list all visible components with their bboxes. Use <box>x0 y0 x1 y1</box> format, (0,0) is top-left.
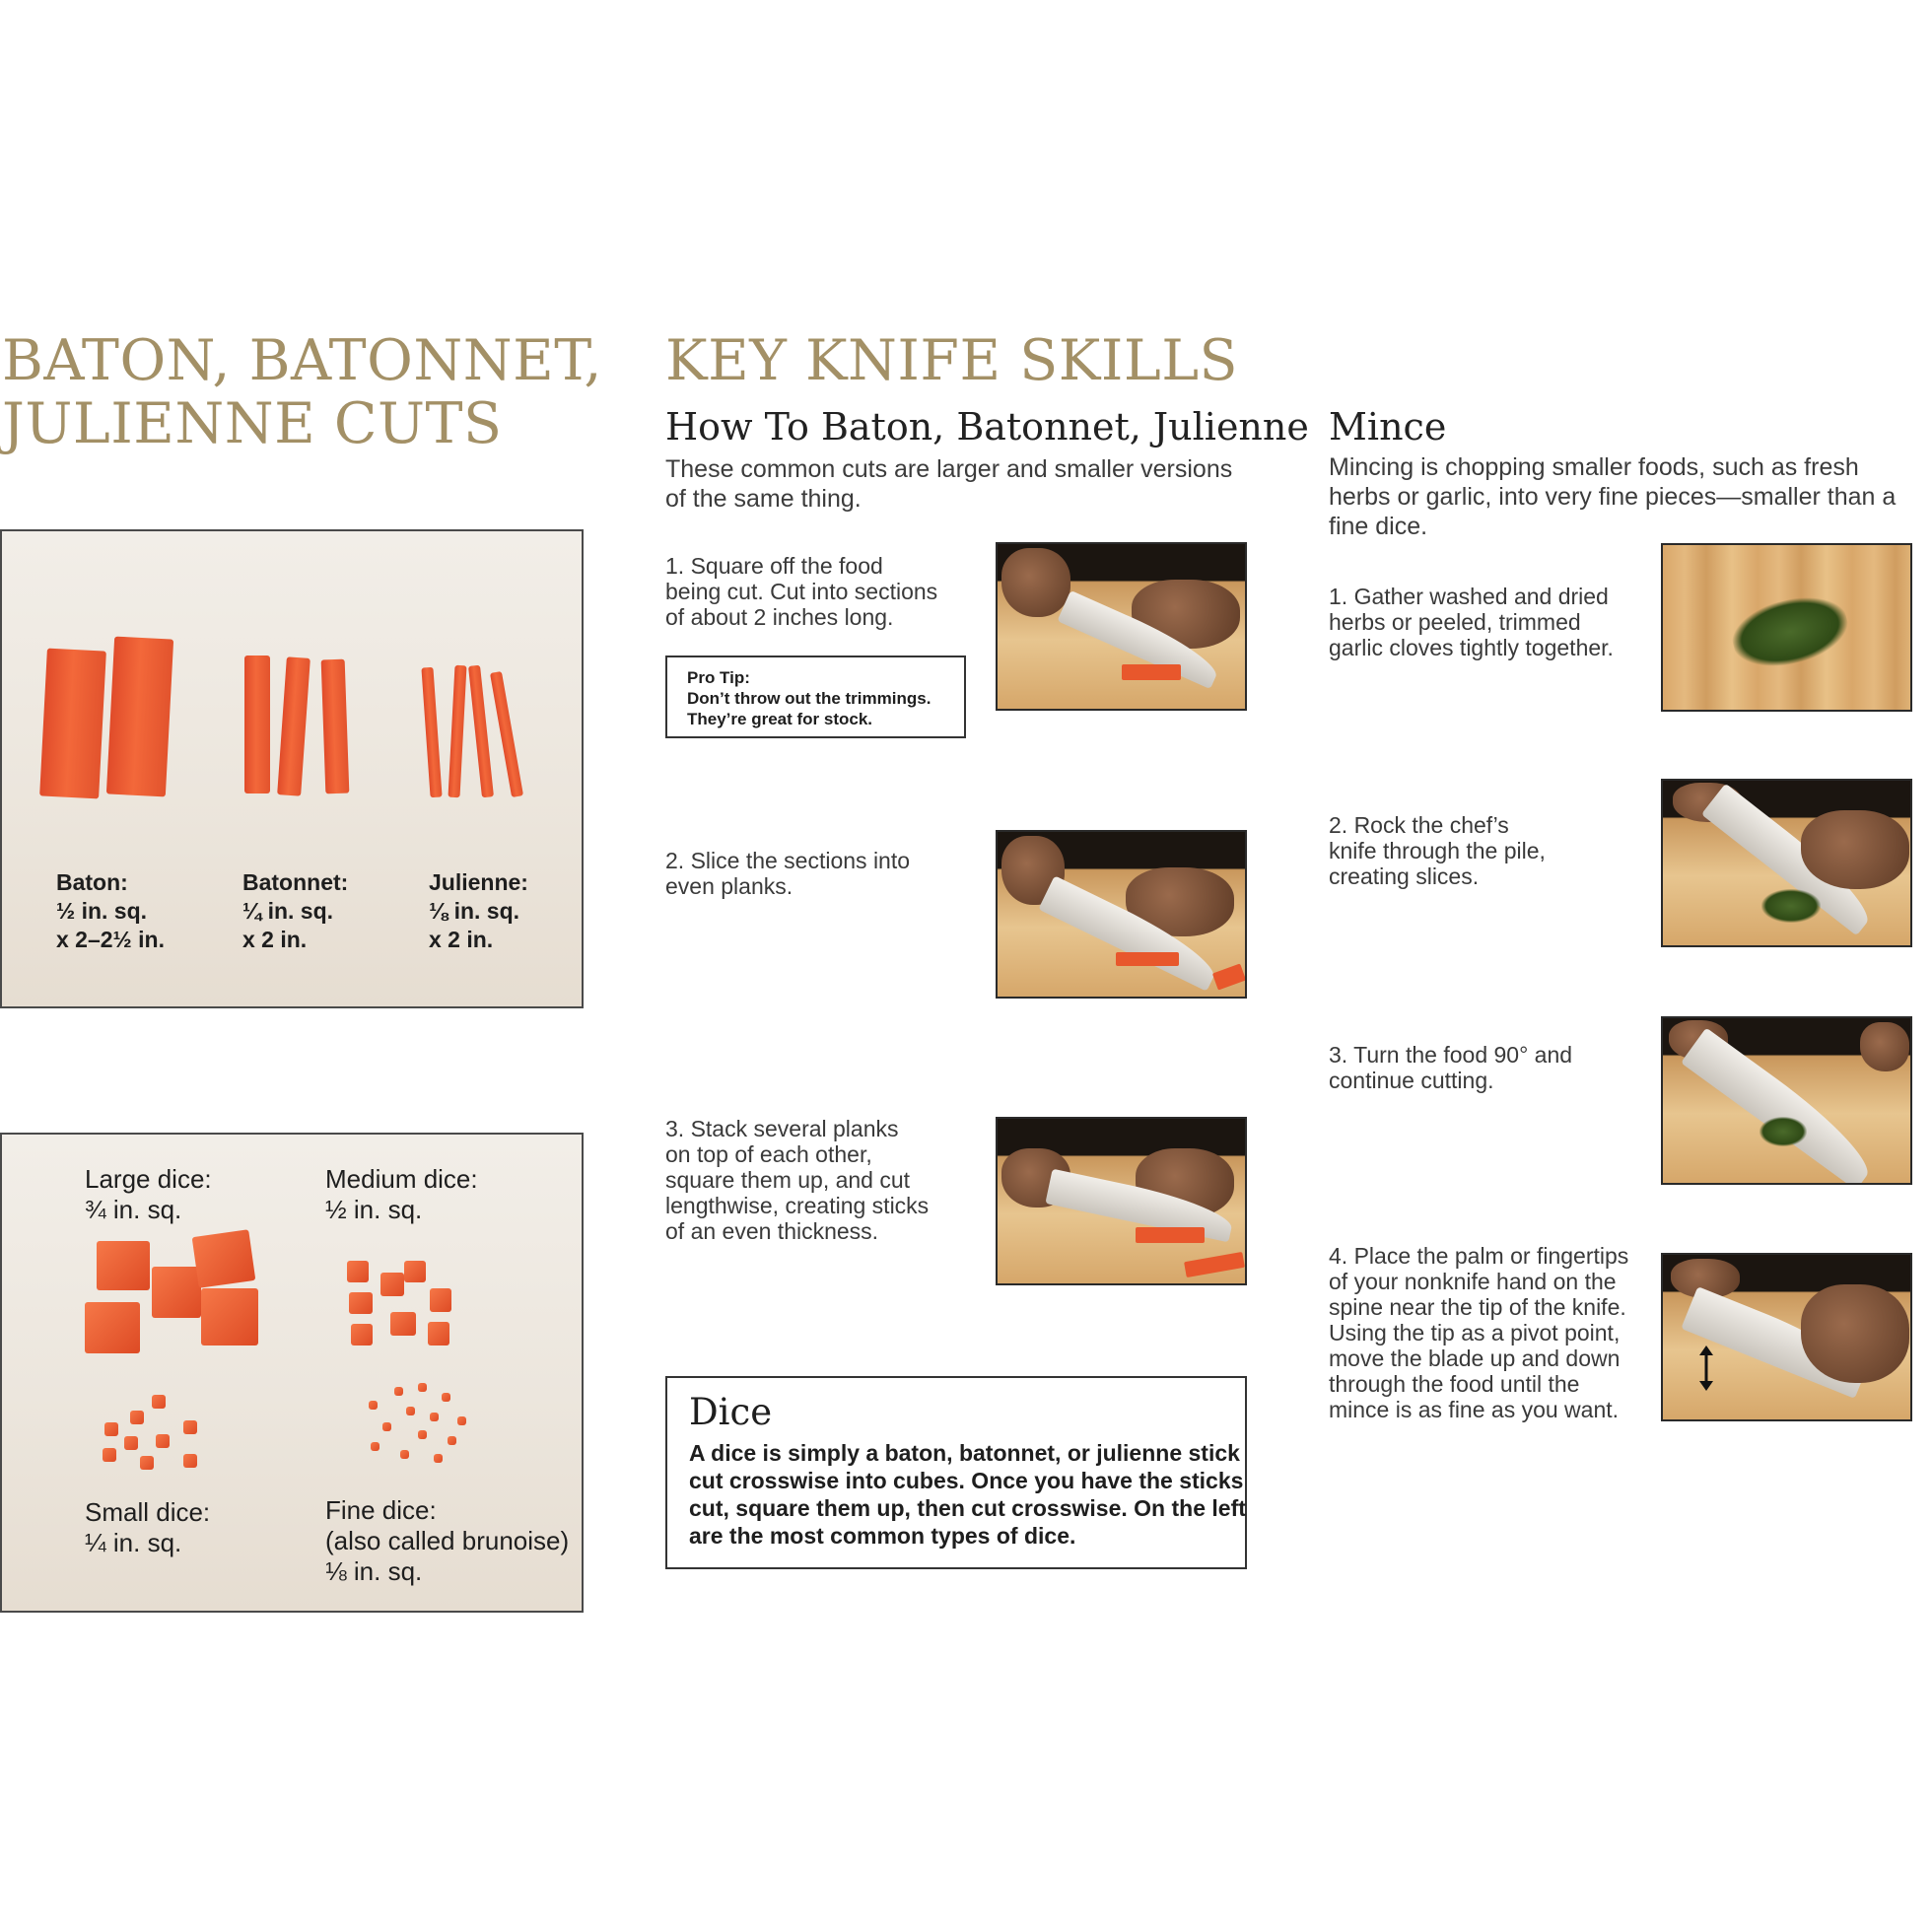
medium-dice-cube <box>404 1261 426 1282</box>
mince-step-2: 2. Rock the chef’s knife through the pile, creating slices. <box>1329 812 1546 889</box>
batonnet-caption: Batonnet: ¼ in. sq. x 2 in. <box>242 869 349 952</box>
large-dice-caption: Large dice: ¾ in. sq. <box>85 1164 212 1224</box>
herb-pile <box>1761 889 1821 923</box>
baton-stick <box>39 649 106 799</box>
fine-dice-cube <box>369 1401 378 1410</box>
small-dice-cube <box>156 1434 170 1448</box>
guiding-hand <box>1860 1022 1909 1071</box>
carrot-stack <box>1136 1227 1205 1243</box>
dice-box <box>665 1376 1247 1569</box>
carrot-stack <box>1184 1252 1245 1277</box>
fine-dice-cube <box>434 1454 443 1463</box>
large-dice-cube <box>85 1302 140 1353</box>
small-dice-cube <box>183 1454 197 1468</box>
fine-dice-cube <box>430 1413 439 1421</box>
small-dice-cube <box>124 1436 138 1450</box>
fine-dice-cube <box>406 1407 415 1415</box>
large-dice-cube <box>97 1241 150 1290</box>
mince-intro: Mincing is chopping smaller foods, such as fresh herbs or garlic, into very fine pieces—smaller than a fine dice. <box>1329 453 1897 540</box>
small-dice-cube <box>103 1448 116 1462</box>
baton-step-2: 2. Slice the sections into even planks. <box>665 848 911 899</box>
up-down-arrow-icon <box>1698 1346 1714 1391</box>
fine-dice-cube <box>394 1387 403 1396</box>
cuts-title: BATON, BATONNET, JULIENNE CUTS <box>2 328 602 456</box>
mince-step-3: 3. Turn the food 90° and continue cutting. <box>1329 1042 1573 1093</box>
small-dice-cube <box>130 1411 144 1424</box>
julienne-stick <box>468 665 494 798</box>
large-dice-cube <box>152 1267 201 1318</box>
medium-dice-cube <box>349 1292 373 1314</box>
mince-heading: Mince <box>1329 405 1447 448</box>
fine-dice-cube <box>418 1383 427 1392</box>
dice-box-body: A dice is simply a baton, batonnet, or julienne stick cut crosswise into cubes. Once you have the sticks cut, square them up, then cut crosswise. On the left are the most common types of dice. <box>689 1440 1246 1549</box>
medium-dice-cube <box>390 1312 416 1336</box>
julienne-stick <box>448 665 467 797</box>
mince-step-1: 1. Gather washed and dried herbs or peeled, trimmed garlic cloves tightly together. <box>1329 584 1614 660</box>
baton-caption: Baton: ½ in. sq. x 2–2½ in. <box>56 869 165 952</box>
baton-section-intro: These common cuts are larger and smaller versions of the same thing. <box>665 455 1233 513</box>
pro-tip-box: Pro Tip: Don’t throw out the trimmings. They’re great for stock. <box>665 656 966 738</box>
fine-dice-caption: Fine dice: (also called brunoise) ⅛ in. sq. <box>325 1495 570 1586</box>
small-dice-cube <box>152 1395 166 1409</box>
carrot-plank <box>1212 963 1246 990</box>
knife-hand <box>1001 548 1070 617</box>
batonnet-stick <box>277 656 310 795</box>
fine-dice-cube <box>371 1442 380 1451</box>
small-dice-cube <box>140 1456 154 1470</box>
fine-dice-cube <box>442 1393 450 1402</box>
medium-dice-cube <box>430 1288 451 1312</box>
batonnet-stick <box>244 656 270 794</box>
medium-dice-cube <box>428 1322 449 1346</box>
key-knife-skills-title: KEY KNIFE SKILLS <box>665 328 1239 393</box>
fine-dice-cube <box>382 1422 391 1431</box>
medium-dice-cube <box>380 1273 404 1296</box>
batonnet-stick <box>321 659 350 794</box>
julienne-caption: Julienne: ⅛ in. sq. x 2 in. <box>429 869 528 952</box>
fine-dice-cube <box>418 1430 427 1439</box>
guiding-hand <box>1801 1284 1909 1383</box>
fine-dice-cube <box>457 1416 466 1425</box>
small-dice-caption: Small dice: ¼ in. sq. <box>85 1497 211 1557</box>
baton-step-3: 3. Stack several planks on top of each other, square them up, and cut lengthwise, creating sticks of an even thickness. <box>665 1116 930 1244</box>
sticks-photo-panel <box>0 529 584 1008</box>
medium-dice-caption: Medium dice: ½ in. sq. <box>325 1164 478 1224</box>
pro-tip-title: Pro Tip: <box>687 668 750 687</box>
baton-step-1: 1. Square off the food being cut. Cut into sections of about 2 inches long. <box>665 553 938 630</box>
mince-step-2-photo <box>1661 779 1912 947</box>
guiding-hand <box>1801 810 1909 889</box>
dice-box-title: Dice <box>689 1391 773 1433</box>
baton-step-3-photo <box>996 1117 1247 1285</box>
mince-step-3-photo <box>1661 1016 1912 1185</box>
medium-dice-cube <box>351 1324 373 1346</box>
knife-blade <box>1681 1028 1882 1185</box>
carrot-section <box>1122 664 1181 680</box>
baton-section-heading: How To Baton, Batonnet, Julienne <box>665 405 1309 448</box>
mince-step-4: 4. Place the palm or fingertips of your nonknife hand on the spine near the tip of the knife. Using the tip as a pivot point, move the blade up and down through the food until the mince is as fine as you want. <box>1329 1243 1629 1422</box>
fine-dice-cube <box>448 1436 456 1445</box>
julienne-stick <box>490 671 523 797</box>
mince-step-4-photo <box>1661 1253 1912 1421</box>
herb-pile <box>1760 1117 1807 1146</box>
baton-stick <box>106 637 173 797</box>
medium-dice-cube <box>347 1261 369 1282</box>
herb-pile <box>1726 587 1854 677</box>
small-dice-cube <box>104 1422 118 1436</box>
mince-step-1-photo <box>1661 543 1912 712</box>
baton-step-1-photo <box>996 542 1247 711</box>
fine-dice-cube <box>400 1450 409 1459</box>
large-dice-cube <box>201 1288 258 1346</box>
baton-step-2-photo <box>996 830 1247 999</box>
small-dice-cube <box>183 1420 197 1434</box>
carrot-plank <box>1116 952 1179 966</box>
large-dice-cube <box>192 1229 256 1288</box>
julienne-stick <box>421 667 442 798</box>
dice-photo-panel <box>0 1133 584 1613</box>
